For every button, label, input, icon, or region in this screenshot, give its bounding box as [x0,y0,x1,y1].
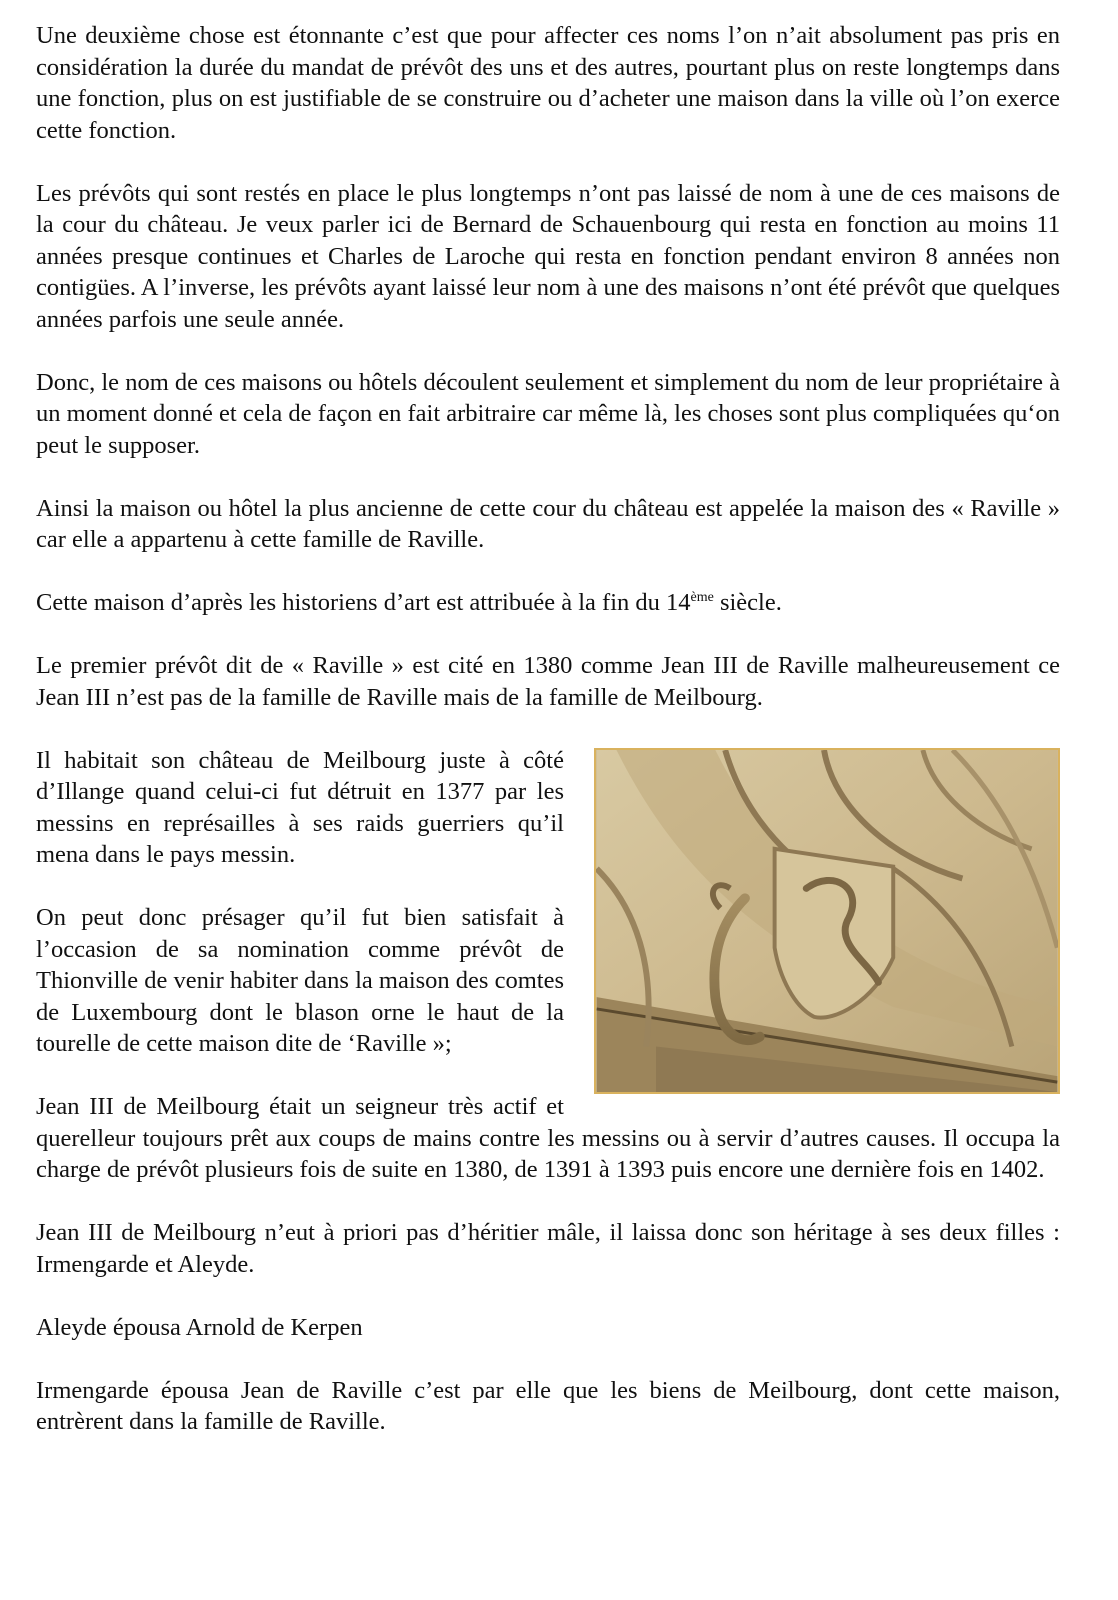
paragraph-first-provost: Le premier prévôt dit de « Raville » est cité en 1380 comme Jean III de Raville malheureusement ce Jean III n’est pas de la famille de Raville mais de la famille de Meilbourg. [36,652,1060,711]
document-page [36,20,1060,1438]
paragraph-jean-iii: Jean III de Meilbourg était un seigneur très actif et querelleur toujours prêt aux coups de mains contre les messins ou à servir d’autres causes. Il occupa la charge de prévôt plusieurs fois de suite en 1380, de 1391 à 1393 puis encore une dernière fois en 1402. [36,1093,1060,1183]
paragraph-house-dating [36,587,1060,619]
paragraph-meilbourg-castle: Il habitait son château de Meilbourg juste à côté d’Illange quand celui-ci fut détruit en 1377 par les messins en représailles à ses raids guerriers qu’il mena dans le pays messin. [36,746,564,868]
paragraph-nomination: On peut donc présager qu’il fut bien satisfait à l’occasion de sa nomination comme prévôt de Thionville de venir habiter dans la maison des comtes de Luxembourg dont le blason orne le haut de la tourelle de cette maison dite de ‘Raville »; [36,904,564,1057]
paragraph-heirs: Jean III de Meilbourg n’eut à priori pas d’héritier mâle, il laissa donc son héritage à ses deux filles : Irmengarde et Aleyde. [36,1219,1060,1278]
paragraph-oldest-house: Ainsi la maison ou hôtel la plus ancienne de cette cour du château est appelée la maison des « Raville » car elle a appartenu à cette famille de Raville. [36,494,1060,553]
paragraph-longest-provosts: Les prévôts qui sont restés en place le plus longtemps n’ont pas laissé de nom à une de ces maisons de la cour du château. Je veux parler ici de Bernard de Schauenbourg qui resta en fonction au moins 11 années presque continues et Charles de Laroche qui resta en fonction pendant environ 8 années non contigües. A l’inverse, les prévôts ayant laissé leur nom à une des maisons n’ont été prévôt que quelques années parfois une seule année. [36,179,1060,333]
coat-of-arms-photo [594,748,1060,1094]
paragraph-mandate-duration: Une deuxième chose est étonnante c’est que pour affecter ces noms l’on n’ait absolument pas pris en considération la durée du mandat de prévôt des uns et des autres, pourtant plus on reste longtemps dans une fonction, plus on est justifiable de se construire ou d’acheter une maison dans la ville où l’on exerce cette fonction. [36,22,1060,144]
paragraph-house-names: Donc, le nom de ces maisons ou hôtels découlent seulement et simplement du nom de leur propriétaire à un moment donné et cela de façon en fait arbitraire car même là, les choses sont plus compliquées qu‘on peut le supposer. [36,368,1060,459]
carved-stone-image [596,750,1058,1092]
century-superscript: ème [690,590,714,605]
dating-text-end: siècle. [713,589,782,616]
paragraph-irmengarde: Irmengarde épousa Jean de Raville c’est par elle que les biens de Meilbourg, dont cette maison, entrèrent dans la famille de Raville. [36,1376,1060,1435]
paragraph-aleyde: Aleyde épousa Arnold de Kerpen [36,1313,363,1341]
dating-text: Cette maison d’après les historiens d’art est attribuée à la fin du 14 [36,589,691,616]
figure-section [36,745,1060,1186]
